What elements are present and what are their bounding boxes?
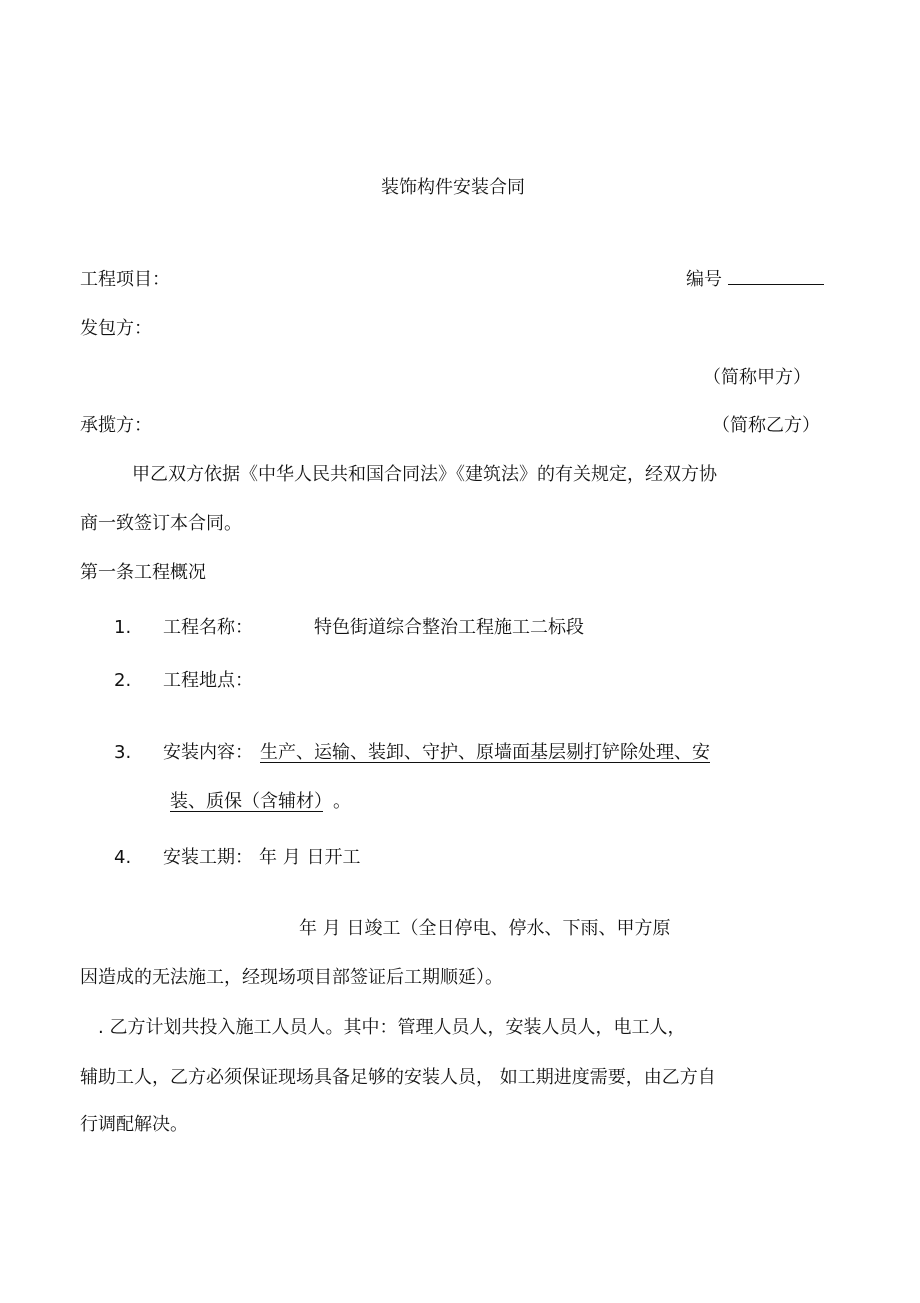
completion-line-2: 因造成的无法施工，经现场项目部签证后工期顺延）。 bbox=[80, 967, 503, 988]
staffing-line-2: 辅助工人，乙方必须保证现场具备足够的安装人员， 如工期进度需要，由乙方自 bbox=[80, 1067, 716, 1088]
item-1-value: 特色街道综合整治工程施工二标段 bbox=[314, 617, 584, 638]
staffing-line-3: 行调配解决。 bbox=[80, 1114, 188, 1135]
item-4-num: 4. bbox=[114, 847, 132, 868]
item-3-label: 安装内容： bbox=[163, 742, 253, 763]
completion-line-1: 年 月 日竣工（全日停电、停水、下雨、甲方原 bbox=[299, 918, 671, 939]
contract-number bbox=[686, 268, 824, 292]
item-2-label: 工程地点： bbox=[163, 670, 253, 691]
article-1-heading: 第一条工程概况 bbox=[80, 562, 206, 583]
document-title: 装饰构件安装合同 bbox=[381, 177, 525, 198]
staffing-line-1: . 乙方计划共投入施工人员人。其中：管理人员人，安装人员人，电工人， bbox=[98, 1017, 686, 1038]
item-3-value-line-1: 生产、运输、装卸、守护、原墙面基层剔打铲除处理、安 bbox=[260, 742, 710, 763]
client-abbr: （简称甲方） bbox=[703, 367, 811, 388]
item-3-num: 3. bbox=[114, 742, 132, 763]
preamble-line-1: 甲乙双方依据《中华人民共和国合同法》《建筑法》的有关规定，经双方协 bbox=[132, 464, 717, 485]
item-4-label: 安装工期： bbox=[163, 847, 253, 868]
item-1-label: 工程名称： bbox=[163, 617, 253, 638]
contractor-label: 承揽方： bbox=[80, 415, 152, 436]
item-3-value-line-2-wrap bbox=[170, 790, 351, 814]
item-4-value: 年 月 日开工 bbox=[259, 847, 361, 868]
item-3-value-line-2: 装、质保（含辅材） bbox=[170, 791, 323, 812]
item-3-value-end: 。 bbox=[333, 791, 351, 812]
preamble-line-2: 商一致签订本合同。 bbox=[80, 513, 242, 534]
project-label: 工程项目： bbox=[80, 269, 170, 290]
contractor-abbr: （简称乙方） bbox=[712, 415, 820, 436]
item-1-num: 1. bbox=[114, 617, 132, 638]
item-2-num: 2. bbox=[114, 670, 132, 691]
number-label: 编号 bbox=[686, 269, 722, 290]
client-label: 发包方： bbox=[80, 318, 152, 339]
number-blank bbox=[728, 270, 824, 285]
